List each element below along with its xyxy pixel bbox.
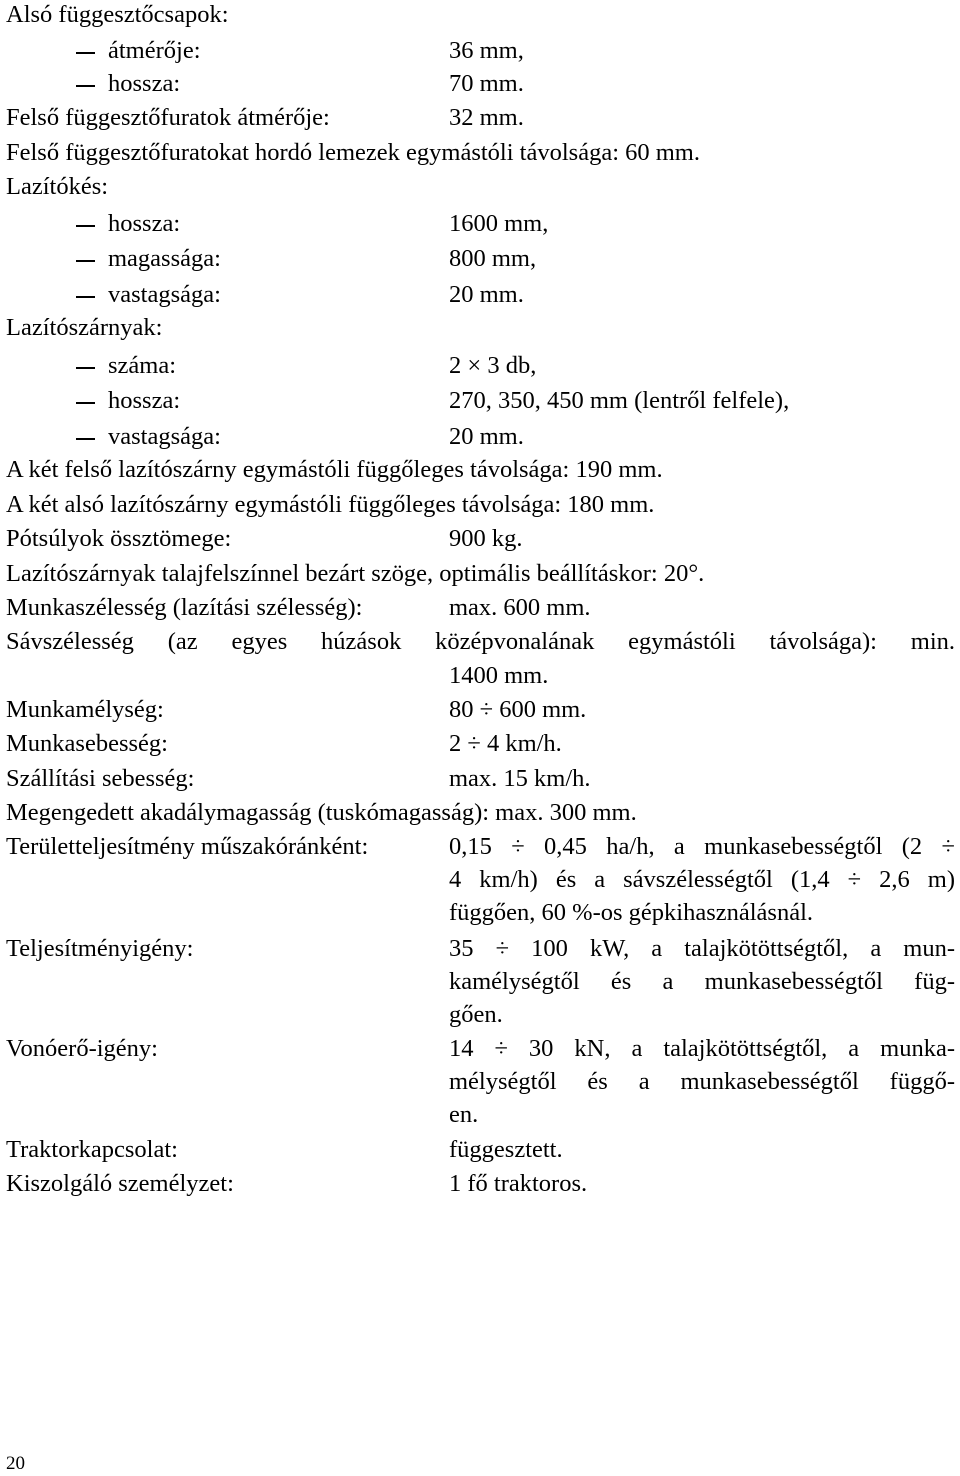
spec-value: 36 mm, [449, 37, 524, 64]
spec-value: 270, 350, 450 mm (lentről felfele), [449, 387, 790, 414]
spec-row [0, 1135, 960, 1165]
spec-label: Felső függesztőfuratok átmérője: [6, 104, 330, 131]
spec-text-line-justified: Sávszélesség (az egyes húzások középvonalának egymástóli távolsága): min. [6, 628, 955, 655]
dash-bullet [76, 438, 95, 440]
spec-value: 1600 mm, [449, 210, 549, 237]
spec-text-line: Felső függesztőfuratokat hordó lemezek egymástóli távolsága: 60 mm. [6, 139, 700, 166]
spec-value: 20 mm. [449, 281, 524, 308]
spec-row [0, 695, 960, 725]
spec-row [0, 729, 960, 759]
spec-row [0, 386, 960, 416]
spec-label: Szállítási sebesség: [6, 765, 195, 792]
spec-label: hossza: [108, 210, 181, 237]
spec-value: 20 mm. [449, 423, 524, 450]
spec-row [0, 1169, 960, 1199]
dash-bullet [76, 225, 95, 227]
spec-value: 1400 mm. [449, 662, 549, 689]
spec-value: 800 mm, [449, 245, 537, 272]
spec-paragraph-line: gően. [449, 1001, 503, 1028]
spec-paragraph-line: 14 ÷ 30 kN, a talajkötöttségtől, a munka- [449, 1035, 955, 1062]
spec-value: max. 15 km/h. [449, 765, 591, 792]
spec-value: 80 ÷ 600 mm. [449, 696, 587, 723]
spec-text-line: Megengedett akadálymagasság (tuskómagasság): max. 300 mm. [6, 799, 637, 826]
spec-value: max. 600 mm. [449, 594, 591, 621]
spec-paragraph-line: 4 km/h) és a sávszélességtől (1,4 ÷ 2,6 m) [449, 866, 955, 893]
dash-bullet [76, 260, 95, 262]
spec-row [0, 103, 960, 133]
spec-paragraph-line: mélységtől és a munkasebességtől függő- [449, 1068, 955, 1095]
spec-label: hossza: [108, 70, 181, 97]
section-header-also-fuggesztocsapok: Alsó függesztőcsapok: [6, 1, 229, 28]
spec-label: Traktorkapcsolat: [6, 1136, 178, 1163]
page-number: 20 [6, 1453, 25, 1474]
spec-row [0, 627, 960, 657]
spec-label: átmérője: [108, 37, 201, 64]
spec-text-line: Lazítószárnyak talajfelszínnel bezárt szöge, optimális beállításkor: 20°. [6, 560, 705, 587]
section-header-lazitoszarnyak: Lazítószárnyak: [6, 314, 163, 341]
spec-paragraph-line: függően, 60 %-os gépkihasználásnál. [449, 899, 813, 926]
spec-paragraph [449, 830, 955, 929]
spec-row [0, 524, 960, 554]
spec-value: 2 × 3 db, [449, 352, 537, 379]
spec-value: 1 fő traktoros. [449, 1170, 588, 1197]
spec-label: Területteljesítmény műszakóránként: [6, 833, 369, 860]
spec-label: száma: [108, 352, 177, 379]
spec-paragraph-line: 35 ÷ 100 kW, a talajkötöttségtől, a mun- [449, 935, 955, 962]
spec-row [0, 593, 960, 623]
dash-bullet [76, 402, 95, 404]
spec-row [0, 661, 960, 691]
spec-label: Munkasebesség: [6, 730, 168, 757]
spec-row [0, 280, 960, 310]
spec-label: Teljesítményigény: [6, 935, 194, 962]
spec-label: hossza: [108, 387, 181, 414]
spec-label: magassága: [108, 245, 221, 272]
spec-paragraph-line: en. [449, 1101, 479, 1128]
spec-label: Kiszolgáló személyzet: [6, 1170, 234, 1197]
spec-paragraph-line: kamélységtől és a munkasebességtől füg- [449, 968, 955, 995]
spec-row [0, 764, 960, 794]
section-header-lazitokes: Lazítókés: [6, 173, 109, 200]
spec-label: Pótsúlyok össztömege: [6, 525, 232, 552]
dash-bullet [76, 52, 95, 54]
spec-label: Munkaszélesség (lazítási szélesség): [6, 594, 363, 621]
spec-row [0, 36, 960, 66]
spec-value: 70 mm. [449, 70, 524, 97]
spec-value: függesztett. [449, 1136, 563, 1163]
spec-value: 32 mm. [449, 104, 524, 131]
spec-label: Vonóerő-igény: [6, 1035, 158, 1062]
spec-text-line: A két felső lazítószárny egymástóli függőleges távolsága: 190 mm. [6, 456, 663, 483]
spec-value: 2 ÷ 4 km/h. [449, 730, 562, 757]
spec-label: vastagsága: [108, 281, 221, 308]
spec-row [0, 209, 960, 239]
spec-text-line: A két alsó lazítószárny egymástóli függőleges távolsága: 180 mm. [6, 491, 655, 518]
spec-label: Munkamélység: [6, 696, 164, 723]
spec-row [0, 422, 960, 452]
dash-bullet [76, 85, 95, 87]
spec-row [0, 244, 960, 274]
spec-paragraph [449, 932, 955, 1031]
spec-value: 900 kg. [449, 525, 523, 552]
spec-paragraph-line: 0,15 ÷ 0,45 ha/h, a munkasebességtől (2 ÷ [449, 833, 955, 860]
dash-bullet [76, 367, 95, 369]
dash-bullet [76, 296, 95, 298]
spec-paragraph [449, 1032, 955, 1131]
spec-label: vastagsága: [108, 423, 221, 450]
spec-row [0, 69, 960, 99]
spec-row [0, 351, 960, 381]
